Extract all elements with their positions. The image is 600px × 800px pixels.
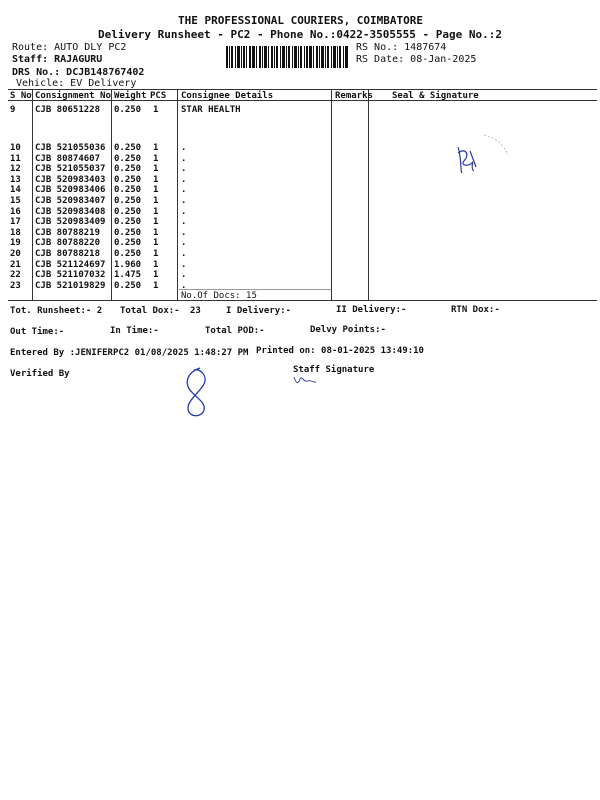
row-weight: 0.250 (114, 238, 142, 249)
row-consignment: CJB 80788218 (35, 249, 101, 259)
row-weight: 0.250 (114, 164, 142, 175)
col-divider (32, 89, 33, 300)
row-consignee: . (181, 259, 187, 270)
table-bottom-rule (8, 300, 597, 301)
staff-label: Staff: RAJAGURU (12, 54, 103, 65)
row-sno: 23 (10, 280, 21, 291)
row-sno: 22 (10, 270, 21, 281)
row-consignment: CJB 80651228 (35, 105, 101, 115)
row-sno: 15 (10, 196, 21, 206)
row-consignee: . (181, 164, 187, 175)
row-sno: 13 (10, 174, 21, 185)
row-pcs: 1 (153, 227, 159, 238)
entered-by: Entered By :JENIFERPC2 01/08/2025 1:48:27 PM (10, 348, 249, 358)
row-pcs: 1 (153, 105, 159, 115)
col-header-remarks: Remarks (335, 91, 373, 101)
row-consignee: . (181, 227, 187, 238)
row-consignment: CJB 520983408 (35, 206, 106, 217)
out-time: Out Time:- (10, 327, 65, 337)
row-sno: 16 (10, 206, 21, 217)
row-pcs: 1 (153, 238, 159, 249)
no-of-docs: No.Of Docs: 15 (181, 291, 257, 301)
row-pcs: 1 (153, 259, 159, 270)
total-dox-label: Total Dox:- (120, 306, 180, 316)
ii-delivery: II Delivery:- (336, 305, 407, 315)
route-label: Route: AUTO DLY PC2 (12, 42, 127, 53)
col-header-pcs: PCS (150, 91, 167, 101)
col-header-consignment: Consignment No (35, 91, 111, 101)
row-consignment: CJB 80874607 (35, 153, 101, 164)
row-consignee: . (181, 206, 187, 217)
row-sno: 9 (10, 105, 16, 115)
col-header-seal: Seal & Signature (392, 91, 479, 101)
rs-date: RS Date: 08-Jan-2025 (356, 54, 477, 65)
row-sno: 19 (10, 238, 21, 249)
row-consignee: . (181, 153, 187, 164)
row-sno: 18 (10, 227, 21, 238)
row-sno: 12 (10, 164, 21, 175)
row-consignment: CJB 521107032 (35, 270, 106, 281)
row-consignment: CJB 520983407 (35, 196, 106, 206)
row-consignee: . (181, 185, 187, 196)
row-sno: 10 (10, 143, 21, 153)
row-consignee: . (181, 249, 187, 259)
row-sno: 14 (10, 185, 21, 196)
verified-by: Verified By (10, 369, 70, 379)
row-consignee: . (181, 143, 187, 153)
row-pcs: 1 (153, 196, 159, 206)
rs-number: RS No.: 1487674 (356, 42, 447, 53)
row-consignee: . (181, 174, 187, 185)
row-consignment: CJB 80788219 (35, 227, 101, 238)
col-header-weight: Weight (114, 91, 147, 101)
drs-number: DRS No.: DCJB148767402 (12, 67, 145, 78)
row-consignee: . (181, 217, 187, 228)
row-consignee: . (181, 196, 187, 206)
row-consignee: . (181, 270, 187, 281)
row-consignment: CJB 80788220 (35, 238, 101, 249)
row-consignment: CJB 521055037 (35, 164, 106, 175)
row-weight: 0.250 (114, 174, 142, 185)
row-consignee: . (181, 238, 187, 249)
row-weight: 0.250 (114, 185, 142, 196)
staff-signature-image (290, 373, 320, 389)
row-pcs: 1 (153, 143, 159, 153)
row-consignment: CJB 521019829 (35, 280, 106, 291)
company-title: THE PROFESSIONAL COURIERS, COIMBATORE (178, 14, 424, 27)
row-consignee: . (181, 280, 187, 291)
row-pcs: 1 (153, 164, 159, 175)
row-pcs: 1 (153, 270, 159, 281)
table-top-rule (8, 89, 597, 90)
total-pod: Total POD:- (205, 326, 265, 336)
row-pcs: 1 (153, 280, 159, 291)
row-consignment: CJB 520983409 (35, 217, 106, 228)
col-divider (331, 89, 332, 300)
col-header-sno: S No (10, 91, 32, 101)
row-weight: 0.250 (114, 249, 142, 259)
tot-runsheet: Tot. Runsheet:- 2 (10, 306, 103, 316)
row-weight: 0.250 (114, 153, 142, 164)
row-pcs: 1 (153, 174, 159, 185)
row-weight: 0.250 (114, 217, 142, 228)
staff-signature-label: Staff Signature (293, 365, 375, 375)
row-pcs: 1 (153, 185, 159, 196)
col-header-consignee: Consignee Details (181, 91, 274, 101)
row-pcs: 1 (153, 153, 159, 164)
row-weight: 0.250 (114, 206, 142, 217)
runsheet-subtitle: Delivery Runsheet - PC2 - Phone No.:0422-3505555 - Page No.:2 (98, 28, 502, 41)
row-weight: 0.250 (114, 280, 142, 291)
row-weight: 0.250 (114, 105, 142, 115)
row-sno: 21 (10, 259, 21, 270)
row-weight: 0.250 (114, 196, 142, 206)
delvy-points: Delvy Points:- (310, 325, 386, 335)
row-pcs: 1 (153, 206, 159, 217)
consignee-signature-image (440, 125, 520, 185)
col-divider (111, 89, 112, 300)
barcode-image (226, 46, 348, 68)
row-sno: 17 (10, 217, 21, 228)
row-weight: 1.475 (114, 270, 142, 281)
col-divider (368, 89, 369, 300)
i-delivery: I Delivery:- (226, 306, 292, 316)
in-time: In Time:- (110, 326, 159, 336)
row-consignment: CJB 521055036 (35, 143, 106, 153)
printed-on: Printed on: 08-01-2025 13:49:10 (256, 346, 424, 356)
docs-rule (179, 289, 331, 290)
row-weight: 1.960 (114, 259, 142, 270)
row-sno: 11 (10, 153, 21, 164)
row-sno: 20 (10, 249, 21, 259)
row-consignment: CJB 520983403 (35, 174, 106, 185)
verified-signature-image (170, 364, 220, 420)
row-weight: 0.250 (114, 227, 142, 238)
row-consignee: STAR HEALTH (181, 105, 241, 115)
row-weight: 0.250 (114, 143, 142, 153)
rtn-dox: RTN Dox:- (451, 305, 500, 315)
row-pcs: 1 (153, 249, 159, 259)
col-divider (177, 89, 178, 300)
vehicle-label: Vehicle: EV Delivery (16, 78, 137, 89)
total-dox-value: 23 (190, 306, 201, 316)
row-pcs: 1 (153, 217, 159, 228)
row-consignment: CJB 520983406 (35, 185, 106, 196)
row-consignment: CJB 521124697 (35, 259, 106, 270)
